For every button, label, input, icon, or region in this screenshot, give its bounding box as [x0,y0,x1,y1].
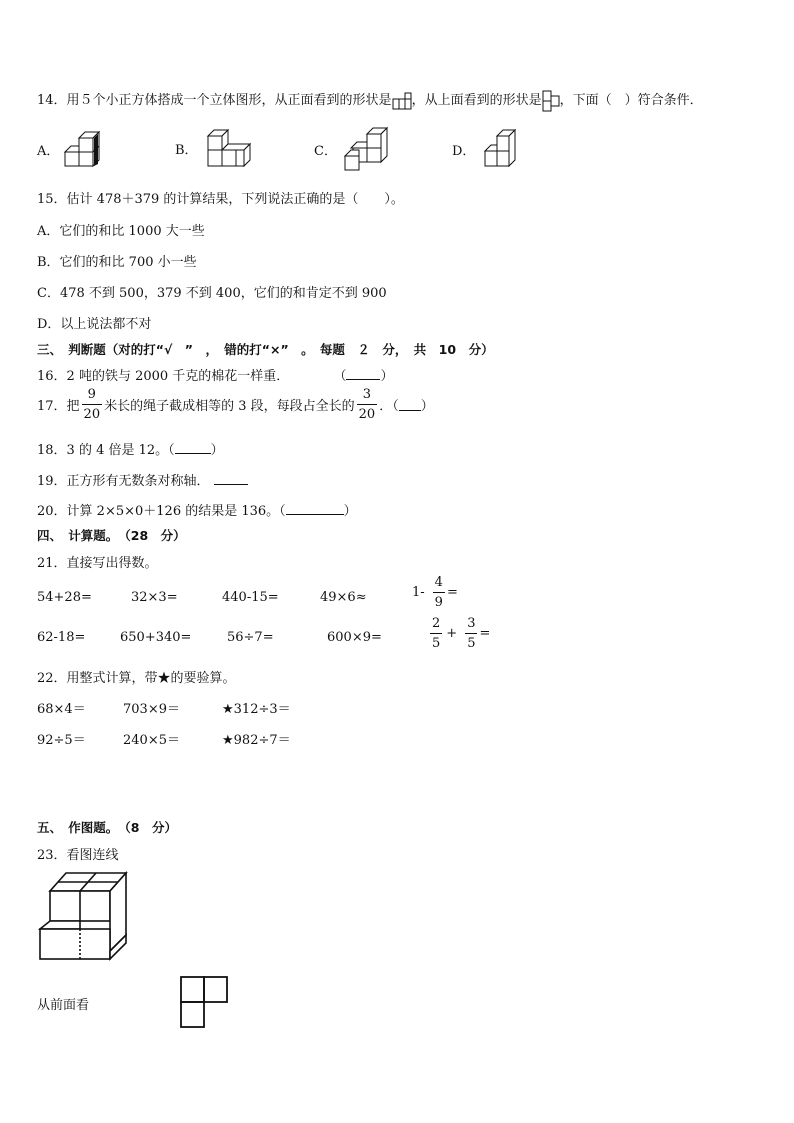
q17-frac1-num: 9 [87,387,96,402]
q21-row1-item-2: 32×3= [131,590,178,605]
section3-title: 三、 判断题（对的打“√ ” ， 错的打“×” 。 每题 ２ 分， 共 10 分） [37,342,494,357]
q21-row1-item5-eq: = [446,585,458,600]
option-a-label: A． [37,143,60,159]
q21-row2-frac-b-den: 5 [465,633,477,650]
q21-row1-frac-den: 9 [433,592,445,609]
q21-row2-item-1: 62-18= [37,630,86,645]
q14-option-b[interactable] [175,128,252,168]
q17-close: ） [420,399,434,414]
cube-figure-d-icon [479,128,519,170]
q17-pre: 17．把 [37,399,80,414]
q16-paren-open: （ [333,369,347,384]
q22-row1-item-1: 68×4＝ [37,702,86,717]
q17-answer-blank[interactable] [399,399,421,411]
q15-option-b[interactable]: B．它们的和比 700 小一些 [37,255,197,270]
q23-cube-figure [38,869,130,969]
cube-figure-b-icon [202,128,252,168]
q19-text: 19．正方形有无数条对称轴． [37,474,210,489]
q14-option-d[interactable] [452,128,519,170]
option-c-label: C． [314,143,337,159]
q21-row2-op: + [446,626,458,641]
q22-stem: 22．用整式计算，带★的要验算。 [37,671,236,686]
q21-row2-eq: = [479,626,491,641]
q17-frac2-den: 20 [357,404,378,421]
option-d-label: D． [452,143,476,159]
q19-line [37,470,248,489]
q17-fraction-1 [82,388,103,421]
q22-row1-item-3: ★312÷3＝ [222,702,291,717]
q15-stem: 15．估计 478＋379 的计算结果，下列说法正确的是（ ）。 [37,192,404,207]
section4-title: 四、 计算题。 （28 分） [37,528,186,543]
q21-row1-item5-pre: 1- [412,585,425,600]
q21-row2-item-3: 56÷7= [227,630,274,645]
section5-title: 五、 作图题。 （8 分） [37,820,177,835]
q16-text: 16．2 吨的铁与 2000 千克的棉花一样重． [37,369,290,384]
q21-row1-fraction [433,576,445,609]
q21-row2-frac-a-num: 2 [432,616,441,631]
q14-number: 14． [37,93,67,108]
q21-row2-fraction-b [465,617,477,650]
q17-post: ．（ [379,399,399,414]
q22-row1-item-2: 703×9＝ [123,702,180,717]
q17-mid: 米长的绳子截成相等的 3 段，每段占全长的 [104,399,355,414]
q17-fraction-2 [357,388,378,421]
q23-stem: 23．看图连线 [37,848,119,863]
q14-text-b: ，从上面看到的形状是 [411,93,542,108]
q21-row1-item-4: 49×6≈ [320,590,367,605]
q21-row2-item-4: 600×9= [327,630,382,645]
q21-stem: 21．直接写出得数。 [37,556,158,571]
q19-answer-blank[interactable] [214,473,248,485]
q21-row2-item-2: 650+340= [120,630,192,645]
q16-line [37,365,393,384]
q15-option-a[interactable]: A．它们的和比 1000 大一些 [37,224,205,239]
q21-row2-fraction-a [430,617,442,650]
q22-row2-item-2: 240×5＝ [123,733,180,748]
q18-line [37,439,224,458]
q16-paren-close: ） [380,369,394,384]
front-view-grid-icon[interactable] [179,975,229,1029]
q14-text-a: 用５个小正方体搭成一个立体图形，从正面看到的形状是 [66,93,392,108]
q14-text-c: ，下面（ ）符合条件． [559,93,703,108]
q15-option-c[interactable]: C．478 不到 500，379 不到 400，它们的和肯定不到 900 [37,286,387,301]
q16-answer-blank[interactable] [346,368,380,380]
q14-option-c[interactable] [314,126,391,172]
q17-frac2-num: 3 [362,387,372,402]
q21-row2-item-5 [428,617,490,650]
top-view-shape-icon [542,90,560,112]
q20-line [37,500,357,519]
q17-line [37,388,434,421]
q21-row1-item-3: 440-15= [222,590,279,605]
q21-row2-frac-b-num: 3 [467,616,476,631]
q21-row1-frac-num: 4 [434,575,443,590]
q18-answer-blank[interactable] [175,442,211,454]
q20-answer-blank[interactable] [286,503,344,515]
q14-stem [37,89,703,112]
q22-row2-item-3: ★982÷7＝ [222,733,291,748]
q23-view-label: 从前面看 [37,998,90,1013]
q15-option-d[interactable]: D．以上说法都不对 [37,317,152,332]
q22-row2-item-1: 92÷5＝ [37,733,86,748]
cube-figure-c-icon [341,126,391,172]
cube-stack-drawing-icon [38,869,130,969]
front-view-shape-icon [392,92,412,110]
q21-row1-item-1: 54+28= [37,590,92,605]
q18-close: ） [210,443,224,458]
q20-text: 20．计算 2×5×0＋126 的结果是 136。（ [37,504,286,519]
q18-text: 18．3 的 4 倍是 12。（ [37,443,175,458]
q17-frac1-den: 20 [82,404,103,421]
cube-figure-a-icon [63,130,109,168]
option-b-label: B． [175,142,198,158]
q21-row1-item-5 [412,576,458,609]
q14-option-a[interactable] [37,130,109,168]
q21-row2-frac-a-den: 5 [430,633,442,650]
q20-close: ） [343,504,357,519]
